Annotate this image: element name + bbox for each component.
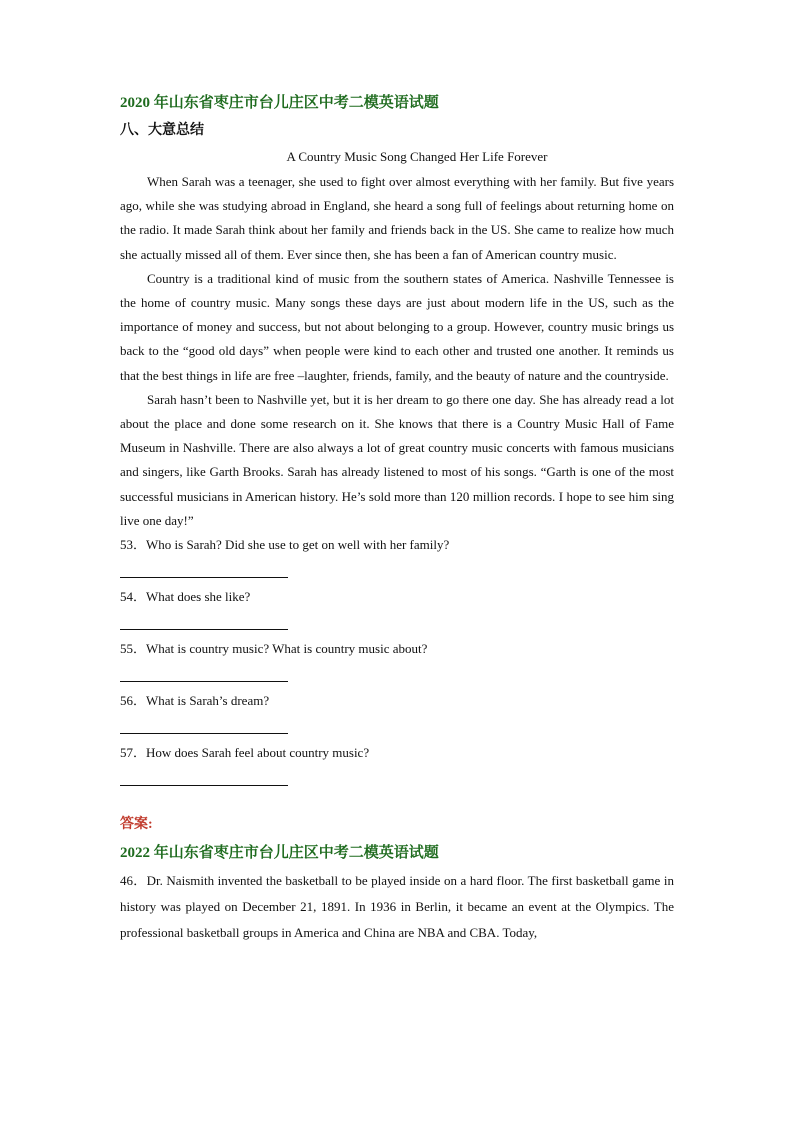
document-content xyxy=(120,92,674,946)
question-list xyxy=(120,533,674,786)
article-title: A Country Music Song Changed Her Life Forever xyxy=(286,149,548,164)
section-title: 八、大意总结 xyxy=(120,123,204,138)
answer-line-56[interactable] xyxy=(120,713,288,734)
answer-line-53[interactable] xyxy=(120,557,288,578)
question-53: 53．Who is Sarah? Did she use to get on well with her family? xyxy=(120,537,450,553)
answer-line-55[interactable] xyxy=(120,661,288,682)
answer-line-57[interactable] xyxy=(120,765,288,786)
question-54: 54．What does she like? xyxy=(120,589,251,605)
answers-exam-title: 2022 年山东省枣庄市台儿庄区中考二模英语试题 xyxy=(120,845,439,862)
article-paragraph-1: When Sarah was a teenager, she used to fight over almost everything with her family. But five years ago, while she was studying abroad in England, she heard a song full of feelings about returning home on the radio. It made Sarah think about her family and friends back in the US. She came to realize how much she actually missed all of them. Ever since then, she has been a fan of American country music. xyxy=(120,174,674,262)
answer-line-54[interactable] xyxy=(120,609,288,630)
answers-label: 答案: xyxy=(120,817,153,833)
question-57: 57．How does Sarah feel about country music? xyxy=(120,745,370,761)
article-paragraph-3: Sarah hasn’t been to Nashville yet, but it is her dream to go there one day. She has already read a lot about the place and done some research on it. She knows that there is a Country Music Hall of Fame Museum in Nashville. There are also always a lot of great country music concerts with famous musicians and singers, like Garth Brooks. Sarah has already listened to most of his songs. “Garth is one of the most successful musicians in American history. He’s sold more than 120 million records. I hope to see him sing live one day!” xyxy=(120,391,674,528)
exam-title: 2020 年山东省枣庄市台儿庄区中考二模英语试题 xyxy=(120,95,439,111)
article-paragraph-2: Country is a traditional kind of music from the southern states of America. Nashville Tennessee is the home of country music. Many songs these days are just about modern life in the US, such as the importance of money and success, but not about belonging to a group. However, country music brings us back to the “good old days” when people were kind to each other and trusted one another. It reminds us that the best things in life are free –laughter, friends, family, and the beauty of nature and the countryside. xyxy=(120,270,674,383)
answer-paragraph-46: 46．Dr. Naismith invented the basketball to be played inside on a hard floor. The first basketball game in history was played on December 21, 1891. In 1936 in Berlin, it became an event at the Olympics. The professional basketball groups in America and China are NBA and CBA. Today, xyxy=(120,873,674,941)
question-56: 56．What is Sarah’s dream? xyxy=(120,693,270,709)
question-55: 55．What is country music? What is country music about? xyxy=(120,641,428,657)
